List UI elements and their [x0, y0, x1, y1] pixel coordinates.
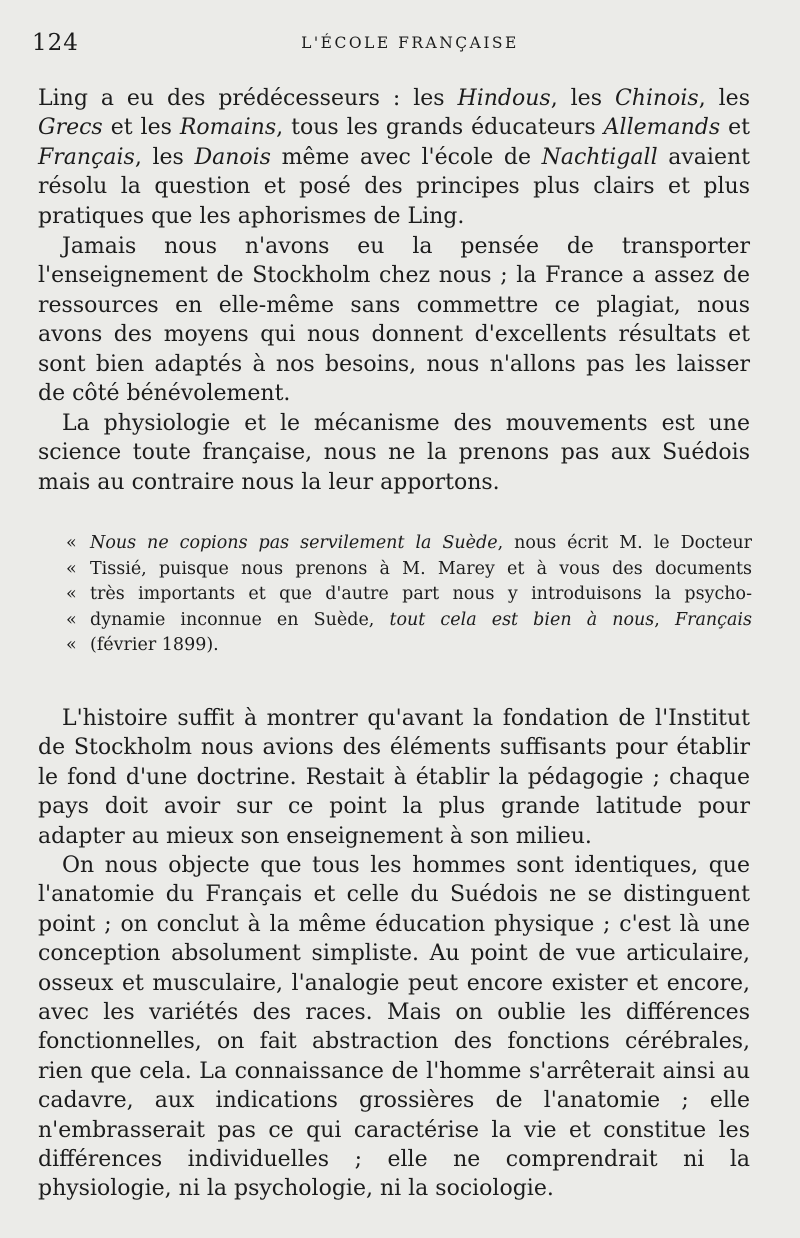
paragraph-predecessors: Ling a eu des prédécesseurs : les Hindous, les Chinois, les Grecs et les Romains, tous les grands éducateurs Allemands et Français, les Danois même avec l'école de Nachtigall avaient résolu la question et posé des principes plus clairs et plus pratiques que les aphorismes de Ling. — [38, 86, 750, 229]
page-number: 124 — [32, 30, 79, 56]
page-header — [32, 26, 768, 66]
block-quote — [66, 531, 752, 659]
quote-line: « Tissié, puisque nous prenons à M. Marey et à vous des documents — [66, 558, 752, 579]
quote-line: « dynamie inconnue en Suède, tout cela est bien à nous, Français — [66, 609, 752, 630]
paragraph-anatomy: On nous objecte que tous les hommes sont identiques, que l'anatomie du Français et celle du Suédois ne se distinguent point ; on conclut à la même éducation physique ; c'est là une conception absolument simpliste. Au point de vue articulaire, osseux et musculaire, l'analogie peut encore exister et encore, avec les variétés des races. Mais on oublie les différences fonctionnelles, on fait abstraction des fonctions cérébrales, rien que cela. La connaissance de l'homme s'arrêterait ainsi au cadavre, aux indications grossières de l'anatomie ; elle n'embrasserait pas ce qui caractérise la vie et constitue les différences individuelles ; elle ne comprendrait ni la physiologie, ni la psychologie, ni la sociologie. — [38, 853, 750, 1202]
running-title: L'ÉCOLE FRANÇAISE — [301, 34, 519, 52]
quote-line: « Nous ne copions pas servilement la Suède, nous écrit M. le Docteur — [66, 533, 752, 553]
quote-line: « (février 1899). — [66, 635, 219, 656]
paragraph-history: L'histoire suffit à montrer qu'avant la fondation de l'Institut de Stockholm nous avions des éléments suffisants pour établir le fond d'une doctrine. Restait à établir la pédagogie ; chaque pays doit avoir sur ce point la plus grande latitude pour adapter au mieux son enseignement à son milieu. — [38, 706, 750, 849]
quote-line: « très importants et que d'autre part nous y introduisons la psycho- — [66, 584, 752, 605]
paragraph-physiology: La physiologie et le mécanisme des mouvements est une science toute française, nous ne la prenons pas aux Suédois mais au contraire nous la leur apportons. — [38, 411, 750, 495]
paragraph-stockholm: Jamais nous n'avons eu la pensée de transporter l'enseignement de Stockholm chez nous ; la France a assez de ressources en elle-même sans commettre ce plagiat, nous avons des moyens qui nous donnent d'excellents résultats et sont bien adaptés à nos besoins, nous n'allons pas les laisser de côté bénévolement. — [38, 234, 750, 407]
